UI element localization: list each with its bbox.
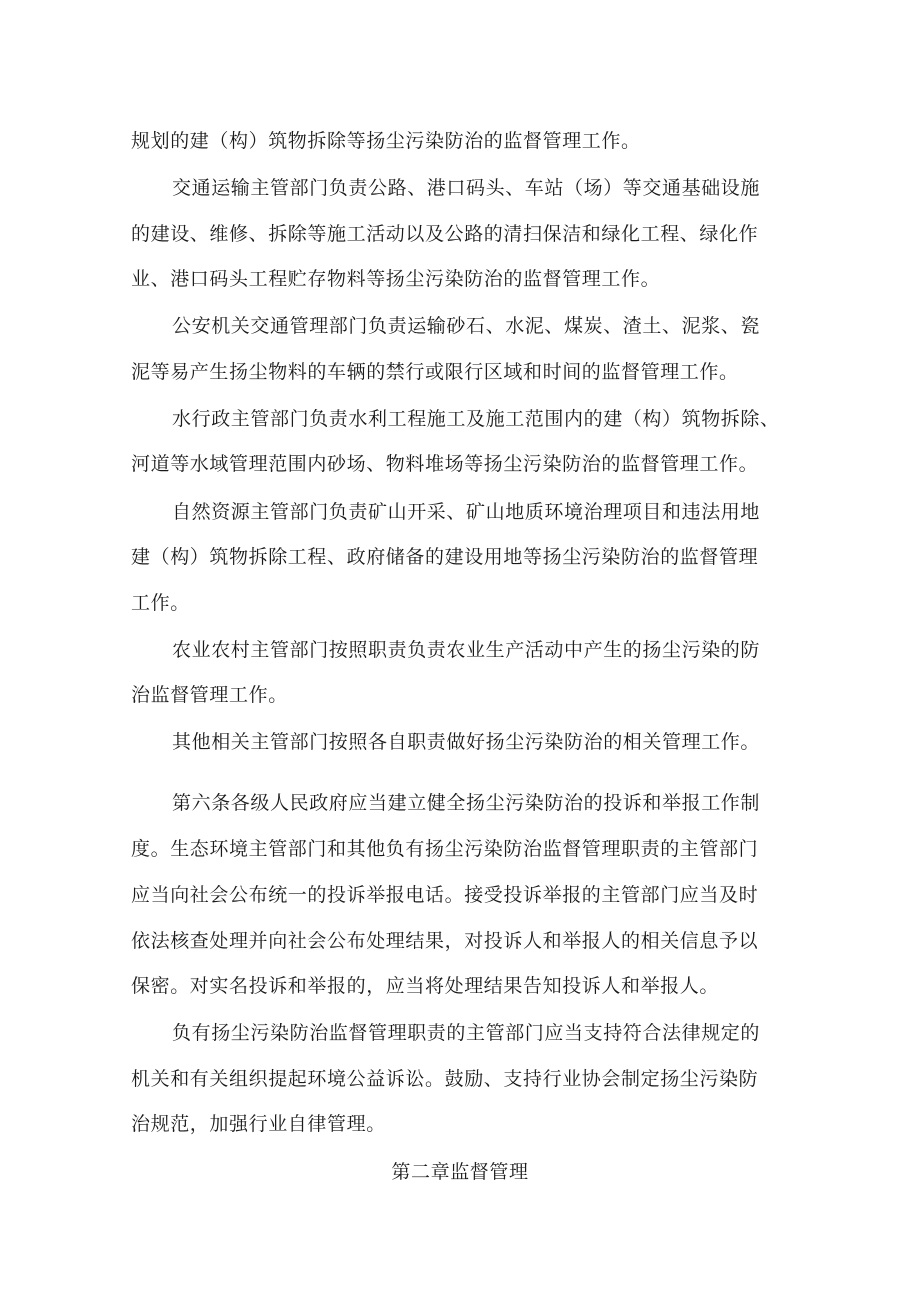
paragraph-line: 业、港口码头工程贮存物料等扬尘污染防治的监督管理工作。 xyxy=(131,268,661,290)
paragraph-line: 第六条各级人民政府应当建立健全扬尘污染防治的投诉和举报工作制 xyxy=(172,792,761,814)
paragraph-line: 保密。对实名投诉和举报的，应当将处理结果告知投诉人和举报人。 xyxy=(131,975,720,997)
paragraph-line: 治监督管理工作。 xyxy=(131,684,288,706)
paragraph-line: 机关和有关组织提起环境公益诉讼。鼓励、支持行业协会制定扬尘污染防 xyxy=(131,1068,759,1090)
paragraph-line: 公安机关交通管理部门负责运输砂石、水泥、煤炭、渣土、泥浆、瓷 xyxy=(172,315,761,337)
paragraph-line: 规划的建（构）筑物拆除等扬尘污染防治的监督管理工作。 xyxy=(131,130,641,152)
paragraph-line: 农业农村主管部门按照职责负责农业生产活动中产生的扬尘污染的防 xyxy=(172,639,761,661)
paragraph-line: 依法核查处理并向社会公布处理结果，对投诉人和举报人的相关信息予以 xyxy=(131,930,759,952)
paragraph-line: 其他相关主管部门按照各自职责做好扬尘污染防治的相关管理工作。 xyxy=(172,731,761,753)
paragraph-line: 河道等水域管理范围内砂场、物料堆场等扬尘污染防治的监督管理工作。 xyxy=(131,453,759,475)
chapter-heading: 第二章监督管理 xyxy=(391,1161,529,1183)
paragraph-line: 应当向社会公布统一的投诉举报电话。接受投诉举报的主管部门应当及时 xyxy=(131,884,759,906)
paragraph-line: 度。生态环境主管部门和其他负有扬尘污染防治监督管理职责的主管部门 xyxy=(131,838,759,860)
paragraph-line: 工作。 xyxy=(131,592,190,614)
paragraph-line: 自然资源主管部门负责矿山开采、矿山地质环境治理项目和违法用地 xyxy=(172,501,761,523)
paragraph-line: 负有扬尘污染防治监督管理职责的主管部门应当支持符合法律规定的 xyxy=(172,1022,761,1044)
paragraph-line: 治规范，加强行业自律管理。 xyxy=(131,1113,386,1135)
paragraph-line: 的建设、维修、拆除等施工活动以及公路的清扫保洁和绿化工程、绿化作 xyxy=(131,223,759,245)
paragraph-line: 泥等易产生扬尘物料的车辆的禁行或限行区域和时间的监督管理工作。 xyxy=(131,361,739,383)
paragraph-line: 交通运输主管部门负责公路、港口码头、车站（场）等交通基础设施 xyxy=(172,177,761,199)
paragraph-line: 水行政主管部门负责水利工程施工及施工范围内的建（构）筑物拆除、 xyxy=(172,408,780,430)
paragraph-line: 建（构）筑物拆除工程、政府储备的建设用地等扬尘污染防治的监督管理 xyxy=(131,546,759,568)
